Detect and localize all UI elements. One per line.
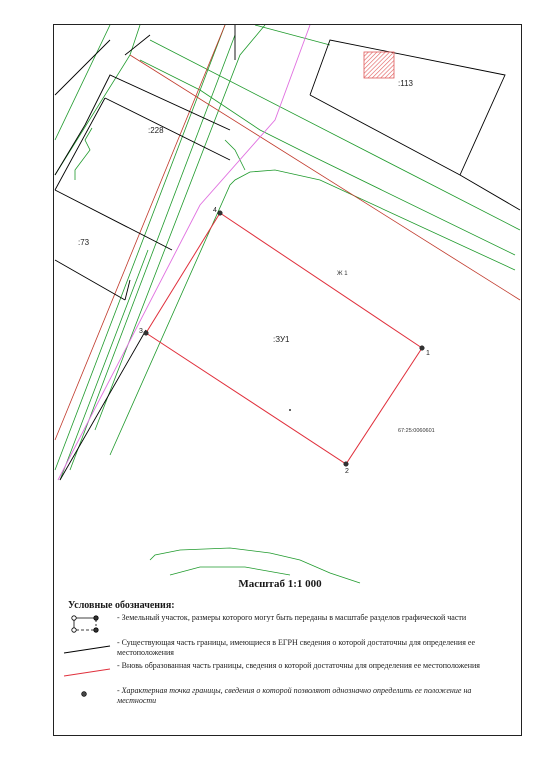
scale-label: Масштаб 1:1 000 xyxy=(238,578,322,590)
legend-item-parcel xyxy=(60,613,515,637)
legend-text-existing-boundary: - Существующая часть границы, имеющиеся в ЕГРН сведения о которой достаточны для определения ее местоположения xyxy=(117,638,475,657)
legend-item-point xyxy=(60,686,515,710)
black-line-icon xyxy=(60,638,112,662)
existing-boundaries xyxy=(55,25,520,480)
building-hatch xyxy=(364,52,394,78)
legend-item-existing-boundary xyxy=(60,638,515,662)
legend-text-parcel: - Земельный участок, размеры которого могут быть переданы в масштабе разделов графической части xyxy=(117,613,467,622)
parcel-label-228: :228 xyxy=(148,126,164,135)
boundary-point-4 xyxy=(218,211,223,216)
point-label-4: 4 xyxy=(213,207,217,214)
cadastral-block-label: 67:25:0060601 xyxy=(398,428,435,434)
boundary-point-2 xyxy=(344,462,349,467)
point-icon xyxy=(60,686,112,710)
point-label-1: 1 xyxy=(426,350,430,357)
pink-line xyxy=(58,25,310,480)
parcel-label-113: :113 xyxy=(398,79,413,88)
parcel-label-zu1: :ЗУ1 xyxy=(273,335,290,344)
point-label-2: 2 xyxy=(345,468,349,475)
boundary-point-3 xyxy=(144,331,149,336)
legend-text-new-boundary: - Вновь образованная часть границы, сведения о которой достаточны для определения ее местоположения xyxy=(117,661,480,670)
small-dot xyxy=(289,409,291,411)
parcel-label-73: :73 xyxy=(78,238,90,247)
green-road-lines xyxy=(55,25,520,583)
point-label-3: 3 xyxy=(139,328,143,335)
boundary-point-1 xyxy=(420,346,425,351)
legend-title: Условные обозначения: xyxy=(68,600,175,611)
parcel-dashed-icon xyxy=(60,613,112,637)
legend-item-new-boundary xyxy=(60,661,515,685)
zone-label: Ж 1 xyxy=(337,271,348,277)
legend-text-point: - Характерная точка границы, сведения о которой позволяют однозначно определить ее положение на местности xyxy=(117,686,472,705)
red-line-icon xyxy=(60,661,112,685)
